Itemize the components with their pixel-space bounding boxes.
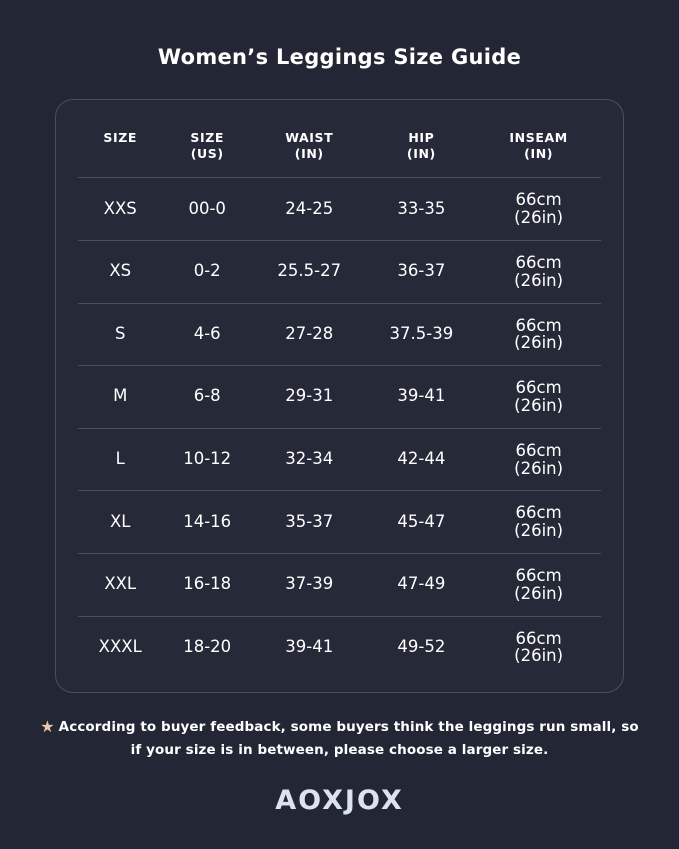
- column-header-hip-line1: HIP: [408, 130, 435, 145]
- cell-hip: 42-44: [397, 449, 446, 469]
- cell-hip: 37.5-39: [389, 323, 454, 343]
- column-header-waist-line1: WAIST: [285, 130, 334, 145]
- cell-inseam-in: (26in): [514, 208, 564, 228]
- cell-size-us: 00-0: [188, 198, 226, 218]
- cell-size: M: [113, 386, 128, 406]
- table-header-row: [78, 118, 601, 178]
- cell-inseam-cm: 66cm: [515, 378, 562, 398]
- cell-inseam: [476, 366, 601, 429]
- column-header-inseam-line1: INSEAM: [509, 130, 568, 145]
- cell-waist: 29-31: [285, 386, 334, 406]
- cell-inseam-cm: 66cm: [515, 566, 562, 585]
- cell-hip: 36-37: [397, 261, 446, 281]
- table-row: [78, 366, 601, 429]
- column-header-size-us-line1: SIZE: [190, 130, 224, 145]
- cell-waist: 37-39: [285, 574, 334, 594]
- cell-size: L: [115, 449, 125, 469]
- cell-inseam-cm: 66cm: [515, 440, 562, 460]
- cell-waist: 35-37: [285, 511, 334, 531]
- cell-hip: 47-49: [397, 574, 446, 594]
- cell-inseam-in: (26in): [514, 395, 564, 415]
- column-header-inseam-line2: (IN): [524, 145, 554, 161]
- cell-size: XL: [109, 511, 131, 531]
- cell-inseam-cm: 66cm: [515, 503, 562, 523]
- cell-waist: 25.5-27: [277, 261, 342, 281]
- cell-inseam: [476, 240, 601, 303]
- cell-inseam-in: (26in): [514, 270, 564, 290]
- column-header-size-line1: SIZE: [103, 130, 138, 145]
- cell-inseam: [476, 303, 601, 366]
- column-header-size: [78, 118, 162, 178]
- cell-size-us: 6-8: [193, 386, 221, 406]
- column-header-hip-line2: (IN): [406, 145, 436, 161]
- buyer-feedback-note: [40, 715, 639, 761]
- cell-waist: 24-25: [285, 198, 334, 218]
- cell-inseam: [476, 616, 601, 678]
- table-header: [78, 118, 601, 178]
- table-row: [78, 616, 601, 678]
- cell-inseam: [476, 491, 601, 554]
- star-icon: ★: [40, 717, 55, 737]
- cell-inseam-in: (26in): [514, 521, 564, 541]
- cell-inseam-in: (26in): [514, 458, 564, 478]
- column-header-inseam: [476, 118, 601, 178]
- buyer-feedback-note-text: According to buyer feedback, some buyers think the leggings run small, so if your size is in between, please choose a larger size.: [58, 719, 639, 759]
- cell-inseam: [476, 554, 601, 617]
- cell-hip: 45-47: [397, 511, 446, 531]
- page-title: Women’s Leggings Size Guide: [157, 45, 522, 69]
- brand-logo-text: AOXJOX: [275, 784, 404, 816]
- table-row: [78, 178, 601, 241]
- size-table-card: [55, 99, 624, 693]
- size-table: [78, 118, 601, 678]
- cell-size-us: 18-20: [183, 636, 232, 656]
- cell-hip: 33-35: [397, 198, 446, 218]
- table-row: [78, 240, 601, 303]
- cell-size-us: 4-6: [193, 323, 221, 343]
- cell-inseam: [476, 428, 601, 491]
- cell-size: XXL: [104, 574, 137, 594]
- cell-inseam: [476, 178, 601, 241]
- brand-logo: [0, 785, 679, 816]
- table-row: [78, 428, 601, 491]
- cell-inseam-cm: 66cm: [515, 252, 562, 272]
- cell-waist: 39-41: [285, 636, 334, 656]
- column-header-waist: [252, 118, 367, 178]
- cell-hip: 39-41: [397, 386, 446, 406]
- cell-size-us: 10-12: [183, 449, 232, 469]
- cell-inseam-cm: 66cm: [515, 190, 562, 210]
- cell-inseam-cm: 66cm: [515, 315, 562, 335]
- table-row: [78, 491, 601, 554]
- cell-size: XS: [109, 261, 132, 281]
- cell-waist: 27-28: [285, 323, 334, 343]
- cell-hip: 49-52: [397, 636, 446, 656]
- column-header-size-us: [162, 118, 251, 178]
- column-header-size-us-line2: (US): [190, 145, 224, 161]
- table-row: [78, 303, 601, 366]
- cell-size: S: [114, 323, 126, 343]
- table-body: [78, 178, 601, 679]
- column-header-waist-line2: (IN): [294, 145, 324, 161]
- cell-size-us: 14-16: [183, 511, 232, 531]
- cell-inseam-cm: 66cm: [515, 628, 562, 648]
- column-header-hip: [367, 118, 477, 178]
- table-row: [78, 554, 601, 617]
- cell-size: XXXL: [98, 636, 142, 656]
- cell-size-us: 16-18: [183, 574, 232, 594]
- cell-inseam-in: (26in): [514, 583, 564, 603]
- cell-waist: 32-34: [285, 449, 334, 469]
- cell-size-us: 0-2: [193, 261, 221, 281]
- cell-inseam-in: (26in): [514, 646, 564, 666]
- cell-inseam-in: (26in): [514, 333, 564, 353]
- cell-size: XXS: [103, 198, 137, 218]
